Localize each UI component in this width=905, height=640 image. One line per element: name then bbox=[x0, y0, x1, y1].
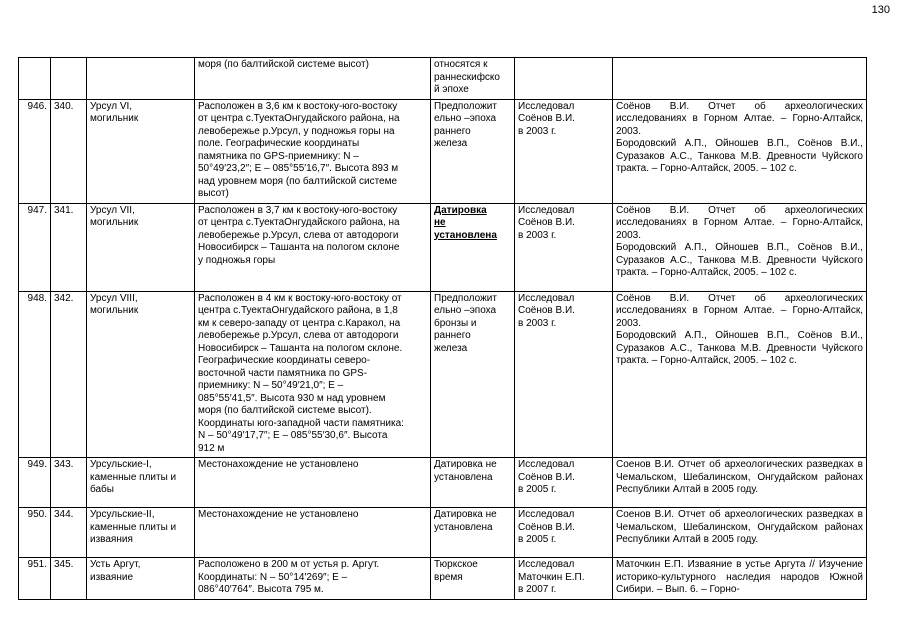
monument-name: Урсул VIII, могильник bbox=[87, 291, 195, 458]
monument-registry-table bbox=[18, 57, 867, 600]
dating: Датировка не установлена bbox=[431, 508, 515, 558]
monument-name: Урсул VI, могильник bbox=[87, 99, 195, 203]
table-row bbox=[19, 458, 867, 508]
monument-name: Урсульские-I, каменные плиты и бабы bbox=[87, 458, 195, 508]
references: Соенов В.И. Отчет об археологических разведках в Чемальском, Шебалинском, Онгудайском районах Республики Алтай в 2005 году. bbox=[613, 458, 867, 508]
researcher: Исследовал Соёнов В.И. в 2003 г. bbox=[515, 291, 613, 458]
registry-number: 946. bbox=[19, 99, 51, 203]
district-number: 345. bbox=[51, 558, 87, 600]
registry-number: 949. bbox=[19, 458, 51, 508]
references: Соёнов В.И. Отчет об археологических исследованиях в Горном Алтае. – Горно-Алтайск, 2003. Бородовский А.П., Ойношев В.П., Соёнов В.И., Суразаков А.С., Танкова М.В. Древности Чуйского тракта. – Горно-Алтайск, 2005. – 102 с. bbox=[613, 291, 867, 458]
district-number: 340. bbox=[51, 99, 87, 203]
registry-number: 950. bbox=[19, 508, 51, 558]
dating: Датировка не установлена bbox=[431, 203, 515, 291]
district-number: 343. bbox=[51, 458, 87, 508]
references: Соенов В.И. Отчет об археологических разведках в Чемальском, Шебалинском, Онгудайском районах Республики Алтай в 2005 году. bbox=[613, 508, 867, 558]
district-number: 344. bbox=[51, 508, 87, 558]
table-row bbox=[19, 203, 867, 291]
dating: Датировка не установлена bbox=[431, 458, 515, 508]
location-description: Расположен в 3,6 км к востоку-юго-востоку от центра с.ТуектаОнгудайского района, на левобережье р.Урсул, у подножья горы на поле. Географические координаты памятника по GPS-приемнику: N – 50°49′23,2″; E – 085°55′16,7″. Высота 893 м над уровнем моря (по балтийской системе высот) bbox=[195, 99, 431, 203]
location-description: моря (по балтийской системе высот) bbox=[195, 58, 431, 100]
table-row bbox=[19, 558, 867, 600]
dating: Тюркское время bbox=[431, 558, 515, 600]
researcher: Исследовал Соёнов В.И. в 2005 г. bbox=[515, 458, 613, 508]
dating: относятся к раннескифско й эпохе bbox=[431, 58, 515, 100]
registry-number: 948. bbox=[19, 291, 51, 458]
location-description: Расположен в 4 км к востоку-юго-востоку от центра с.ТуектаОнгудайского района, в 1,8 км к северо-западу от центра с.Каракол, на левобережье р.Урсул, слева от автодороги Новосибирск – Ташанта на пологом склоне. Географические координаты северо- восточной части памятника по GPS- приемнику: N – 50°49′21,0″; E – 085°55′41,5″. Высота 930 м над уровнем моря (по балтийской системе высот). Координаты юго-западной части памятника: N – 50°49′17,7″; E – 085°55′30,6″. Высота 912 м bbox=[195, 291, 431, 458]
page-number: 130 bbox=[871, 4, 890, 16]
registry-number bbox=[19, 58, 51, 100]
monument-name: Усть Аргут, изваяние bbox=[87, 558, 195, 600]
researcher bbox=[515, 58, 613, 100]
researcher: Исследовал Соёнов В.И. в 2003 г. bbox=[515, 203, 613, 291]
registry-number: 951. bbox=[19, 558, 51, 600]
registry-number: 947. bbox=[19, 203, 51, 291]
location-description: Расположено в 200 м от устья р. Аргут. Координаты: N – 50°14′269″; E – 086°40′764″. Высота 795 м. bbox=[195, 558, 431, 600]
references: Соёнов В.И. Отчет об археологических исследованиях в Горном Алтае. – Горно-Алтайск, 2003. Бородовский А.П., Ойношев В.П., Соёнов В.И., Суразаков А.С., Танкова М.В. Древности Чуйского тракта. – Горно-Алтайск, 2005. – 102 с. bbox=[613, 99, 867, 203]
dating: Предположит ельно –эпоха бронзы и раннего железа bbox=[431, 291, 515, 458]
location-description: Расположен в 3,7 км к востоку-юго-востоку от центра с.ТуектаОнгудайского района, на левобережье р.Урсул, слева от автодороги Новосибирск – Ташанта на пологом склоне у подножья горы bbox=[195, 203, 431, 291]
monument-name bbox=[87, 58, 195, 100]
references: Маточкин Е.П. Изваяние в устье Аргута // Изучение историко-культурного наследия народов Южной Сибири. – Вып. 6. – Горно- bbox=[613, 558, 867, 600]
references bbox=[613, 58, 867, 100]
monument-name: Урсульские-II, каменные плиты и изваяния bbox=[87, 508, 195, 558]
researcher: Исследовал Маточкин Е.П. в 2007 г. bbox=[515, 558, 613, 600]
table-row bbox=[19, 58, 867, 100]
researcher: Исследовал Соёнов В.И. в 2005 г. bbox=[515, 508, 613, 558]
district-number: 342. bbox=[51, 291, 87, 458]
table-row bbox=[19, 291, 867, 458]
location-description: Местонахождение не установлено bbox=[195, 458, 431, 508]
dating: Предположит ельно –эпоха раннего железа bbox=[431, 99, 515, 203]
location-description: Местонахождение не установлено bbox=[195, 508, 431, 558]
district-number bbox=[51, 58, 87, 100]
references: Соёнов В.И. Отчет об археологических исследованиях в Горном Алтае. – Горно-Алтайск, 2003. Бородовский А.П., Ойношев В.П., Соёнов В.И., Суразаков А.С., Танкова М.В. Древности Чуйского тракта. – Горно-Алтайск, 2005. – 102 с. bbox=[613, 203, 867, 291]
table-row bbox=[19, 508, 867, 558]
table-row bbox=[19, 99, 867, 203]
monument-name: Урсул VII, могильник bbox=[87, 203, 195, 291]
researcher: Исследовал Соёнов В.И. в 2003 г. bbox=[515, 99, 613, 203]
district-number: 341. bbox=[51, 203, 87, 291]
